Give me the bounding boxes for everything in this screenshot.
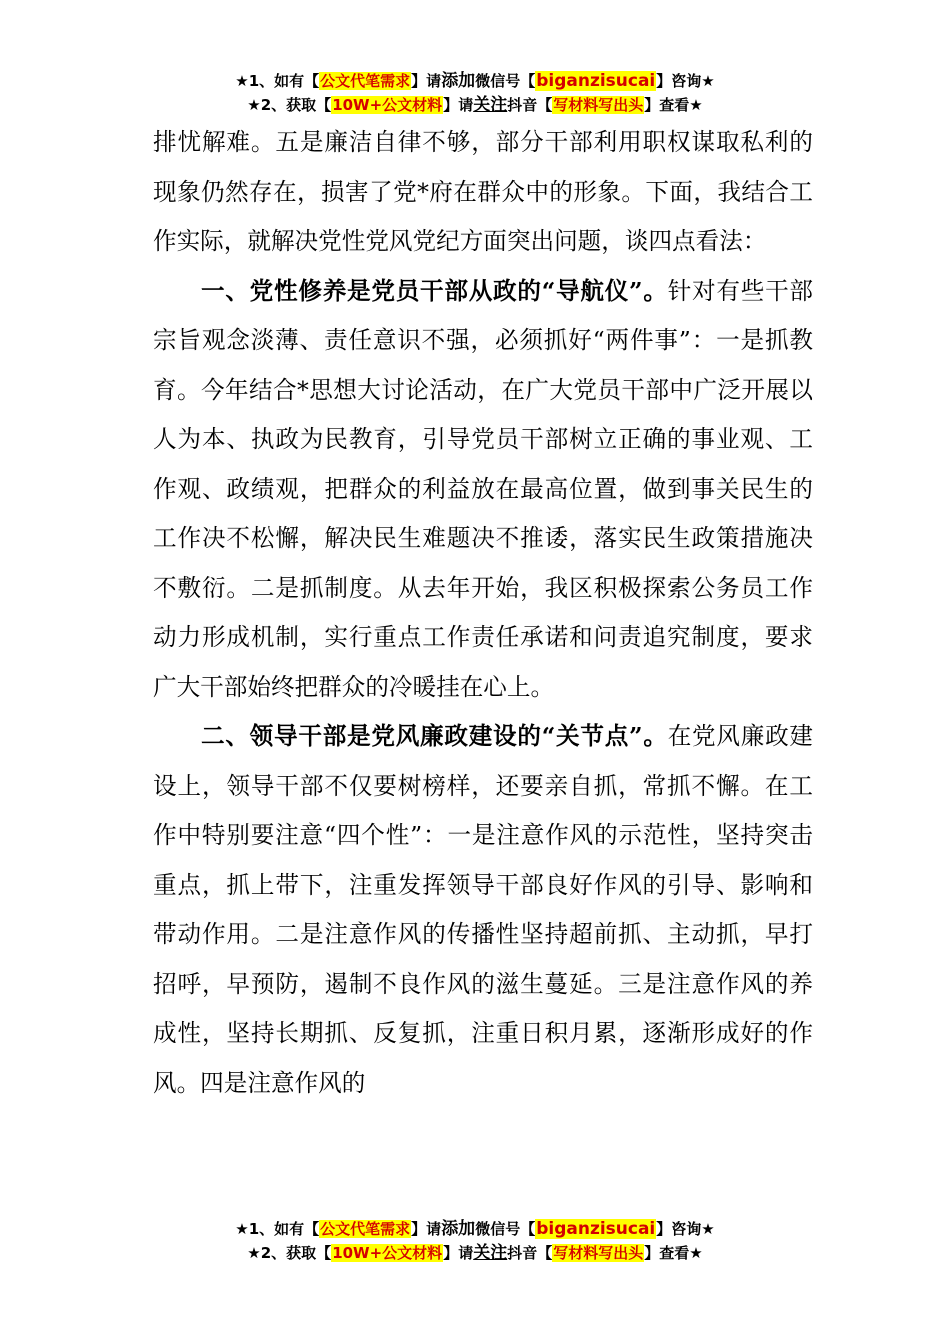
footer-line2-highlight-materials: 10W+公文材料 [332, 1244, 443, 1262]
footer-line1-highlight-wechat: biganzisucai [536, 1219, 656, 1239]
document-body [153, 118, 813, 1108]
banner-line1-highlight-wechat: biganzisucai [536, 71, 656, 91]
footer-line1-highlight-service: 公文代笔需求 [320, 1220, 411, 1238]
footer-line2-highlight-douyin: 写材料写出头 [553, 1244, 644, 1262]
header-banner [0, 69, 950, 117]
footer-line1-prefix: ★1、如有【 [235, 1220, 320, 1238]
banner-line-1 [0, 69, 950, 93]
banner-line1-suffix: 】咨询★ [656, 72, 715, 90]
banner-line1-prefix: ★1、如有【 [235, 72, 320, 90]
banner-line2-highlight-douyin: 写材料写出头 [553, 96, 644, 114]
banner-line2-suffix: 】查看★ [644, 96, 703, 114]
banner-line-2 [0, 93, 950, 117]
footer-line2-mid1: 】请 [443, 1244, 474, 1262]
footer-line1-suffix: 】咨询★ [656, 1220, 715, 1238]
footer-line1-mid1: 】请 [411, 1220, 442, 1238]
banner-line1-mid1: 】请 [411, 72, 442, 90]
section-1-body: 针对有些干部宗旨观念淡薄、责任意识不强，必须抓好“两件事”：一是抓教育。今年结合*思想大讨论活动，在广大党员干部中广泛开展以人为本、执政为民教育，引导党员干部树立正确的事业观、工作观、政绩观，把群众的利益放在最高位置，做到事关民生的工作决不松懈，解决民生难题决不推诿，落实民生政策措施决不敷衍。二是抓制度。从去年开始，我区积极探索公务员工作动力形成机制，实行重点工作责任承诺和问责追究制度，要求广大干部始终把群众的冷暖挂在心上。 [153, 276, 814, 701]
banner-line1-mid2: 微信号【 [475, 72, 536, 90]
footer-line1-emphasis: 添加 [441, 1219, 476, 1239]
footer-line-2 [0, 1241, 950, 1265]
paragraph-section-1 [153, 267, 813, 713]
banner-line1-emphasis: 添加 [441, 71, 476, 91]
footer-line2-mid2: 抖音【 [507, 1244, 553, 1262]
banner-line2-mid2: 抖音【 [507, 96, 553, 114]
section-2-heading: 二、领导干部是党风廉政建设的“关节点”。 [201, 722, 668, 750]
footer-line2-suffix: 】查看★ [644, 1244, 703, 1262]
footer-banner [0, 1217, 950, 1265]
banner-line2-emphasis: 关注 [473, 95, 508, 115]
banner-line2-mid1: 】请 [443, 96, 474, 114]
footer-line2-prefix: ★2、获取【 [247, 1244, 332, 1262]
section-1-heading: 一、党性修养是党员干部从政的“导航仪”。 [201, 276, 668, 305]
banner-line1-highlight-service: 公文代笔需求 [320, 72, 411, 90]
banner-line2-highlight-materials: 10W+公文材料 [332, 96, 443, 114]
section-2-body: 在党风廉政建设上，领导干部不仅要树榜样，还要亲自抓，常抓不懈。在工作中特别要注意“四个性”：一是注意作风的示范性，坚持突击重点，抓上带下，注重发挥领导干部良好作风的引导、影响和带动作用。二是注意作风的传播性坚持超前抓、主动抓，早打招呼，早预防，遏制不良作风的滋生蔓延。三是注意作风的养成性，坚持长期抓、反复抓，注重日积月累，逐渐形成好的作风。四是注意作风的 [153, 722, 814, 1097]
footer-line1-mid2: 微信号【 [475, 1220, 536, 1238]
footer-line2-emphasis: 关注 [473, 1243, 508, 1263]
paragraph-section-2 [153, 712, 813, 1108]
banner-line2-prefix: ★2、获取【 [247, 96, 332, 114]
footer-line-1 [0, 1217, 950, 1241]
paragraph-continuation: 排忧解难。五是廉洁自律不够，部分干部利用职权谋取私利的现象仍然存在，损害了党*府在群众中的形象。下面，我结合工作实际，就解决党性党风党纪方面突出问题，谈四点看法： [153, 128, 813, 255]
